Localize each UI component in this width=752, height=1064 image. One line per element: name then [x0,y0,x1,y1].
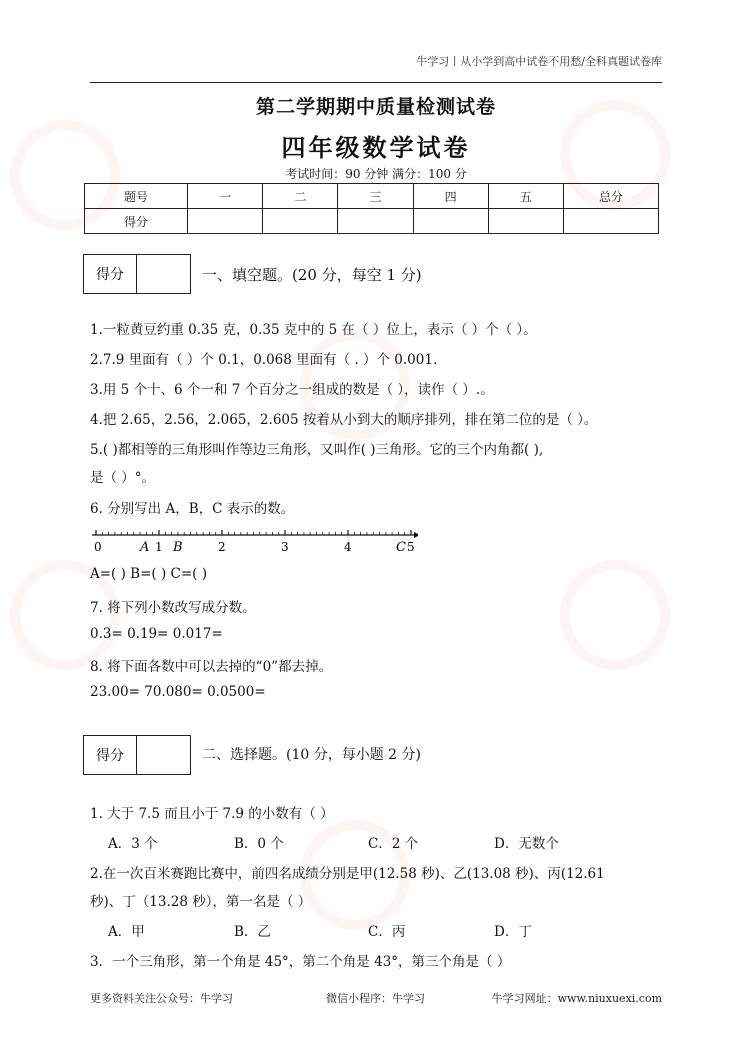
tick-label-5: 5 [407,540,415,554]
option-a: A．甲 [108,924,145,940]
footer-left: 更多资料关注公众号：牛学习 [90,992,233,1005]
tick-label-4: 4 [344,540,352,554]
exam-info: 考试时间：90 分钟 满分：100 分 [285,167,467,181]
question-2-1: 1. 大于 7.5 而且小于 7.9 的小数有（ ） [90,806,334,822]
score-box-label: 得分 [84,736,137,774]
question-2-3: 3．一个三角形，第一个角是 45°，第二个角是 43°，第三个角是（ ） [90,954,511,970]
footer-center: 微信小程序：牛学习 [326,992,425,1005]
exam-subtitle: 四年级数学试卷 [281,133,471,162]
question-2-2a: 2.在一次百米赛跑比赛中，前四名成绩分别是甲(12.58 秒)、乙(13.08 秒)、丙(12.61 [90,866,605,882]
table-row [85,209,659,234]
question-1-5a: 5.( )都相等的三角形叫作等边三角形，又叫作( )三角形。它的三个内角都( ), [90,442,544,458]
score-table [84,183,659,234]
section2-score-box [83,735,191,775]
question-1-2: 2.7.9 里面有（ ）个 0.1，0.068 里面有（ . ）个 0.001. [90,352,438,368]
question-2-2b: 秒)、丁（13.28 秒），第一名是（ ） [90,894,312,910]
tick-label-3: 3 [281,540,289,554]
question-1-6-answers: A=( ) B=( ) C=( ) [90,566,207,582]
question-1-8-items: 23.00= 70.080= 0.0500= [90,684,266,700]
header-tagline: 牛学习丨从小学到高中试卷不用愁/全科真题试卷库 [416,55,662,68]
tick-label-0: 0 [94,540,102,554]
score-cell[interactable] [188,209,263,234]
number-line-arrow [414,532,418,538]
section1-score-box [83,254,191,294]
tick-label-1: 1 [155,540,163,554]
option-b: B．0 个 [234,836,284,852]
question-1-8: 8. 将下面各数中可以去掉的“0”都去掉。 [90,659,333,675]
question-1-1: 1.一粒黄豆约重 0.35 克，0.35 克中的 5 在（ ）位上，表示（ ）个（ ）。 [90,322,537,338]
question-1-7: 7. 将下列小数改写成分数。 [90,600,256,616]
score-box-blank[interactable] [137,255,190,293]
score-cell[interactable] [488,209,563,234]
point-label-b: B [173,540,183,555]
table-header-cell: 题号 [85,184,188,209]
table-header-cell: 一 [188,184,263,209]
point-label-a: A [140,540,150,555]
table-header-cell: 三 [338,184,413,209]
table-header-cell: 五 [488,184,563,209]
score-cell[interactable] [413,209,488,234]
option-d: D．无数个 [494,836,559,852]
table-header-cell: 总分 [564,184,659,209]
option-a: A．3 个 [108,836,158,852]
watermark-logo [560,560,670,670]
question-1-4: 4.把 2.65，2.56，2.065，2.605 按着从小到大的顺序排列，排在第二位的是（ ）。 [90,412,598,428]
question-1-3: 3.用 5 个十、6 个一和 7 个百分之一组成的数是（ ），读作（ ）.。 [90,382,494,398]
question-1-6: 6. 分别写出 A，B，C 表示的数。 [90,501,295,517]
score-box-blank[interactable] [137,736,190,774]
table-row-label: 得分 [85,209,188,234]
option-c: C．丙 [368,924,406,940]
point-label-c: C [396,540,406,555]
table-header-cell: 二 [263,184,338,209]
option-d: D．丁 [494,924,532,940]
question-1-7-items: 0.3= 0.19= 0.017= [90,626,223,642]
section2-heading: 二、选择题。(10 分，每小题 2 分) [202,747,421,763]
option-b: B．乙 [234,924,271,940]
score-cell[interactable] [564,209,659,234]
section1-heading: 一、填空题。(20 分，每空 1 分) [202,266,422,284]
option-c: C．2 个 [368,836,419,852]
question-1-5b: 是（ ）°。 [90,470,156,486]
tick-label-2: 2 [218,540,226,554]
score-box-label: 得分 [84,255,137,293]
score-cell[interactable] [263,209,338,234]
number-line [88,530,418,556]
table-row [85,184,659,209]
score-cell[interactable] [338,209,413,234]
footer-right-link[interactable]: 牛学习网址：www.niuxuexi.com [491,992,662,1005]
exam-title: 第二学期期中质量检测试卷 [255,96,496,118]
header-rule [90,82,662,83]
table-header-cell: 四 [413,184,488,209]
